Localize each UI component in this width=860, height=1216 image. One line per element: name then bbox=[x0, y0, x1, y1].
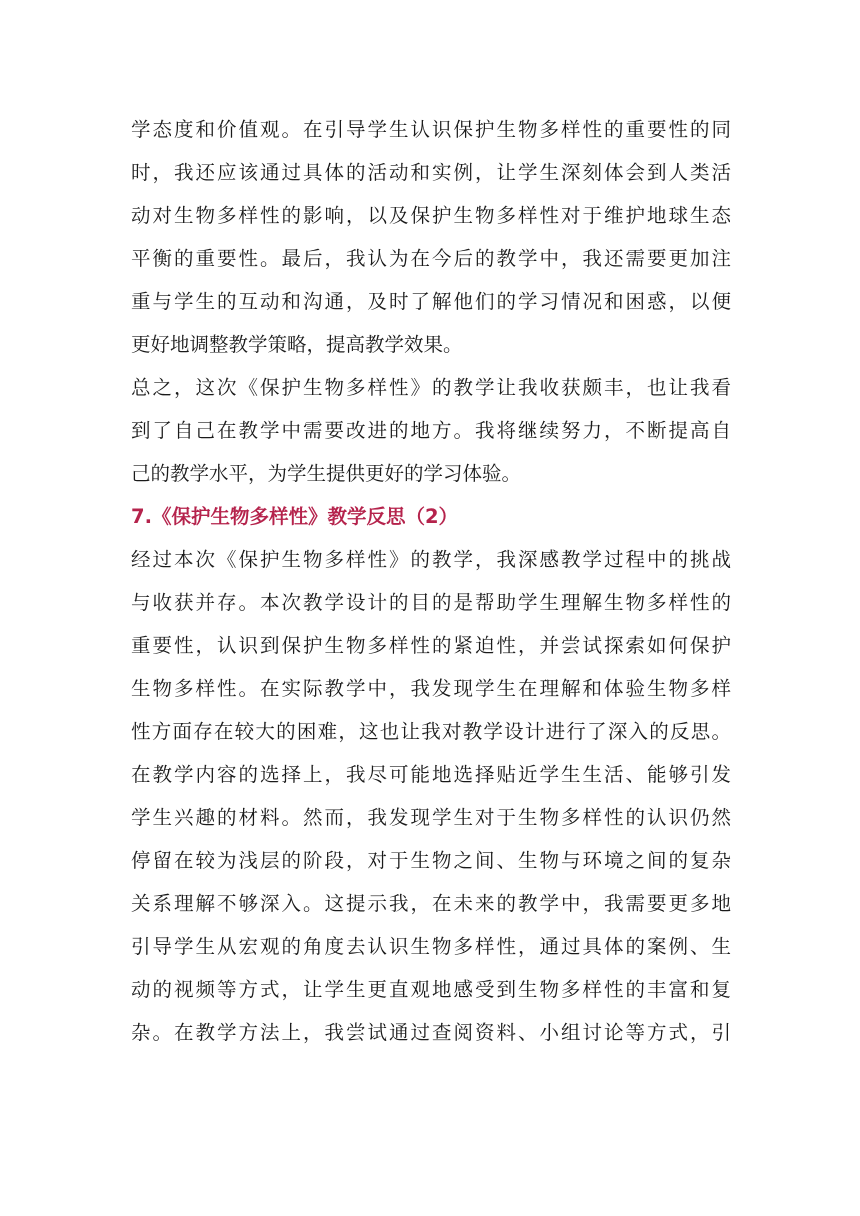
text-line: 学态度和价值观。在引导学生认识保护生物多样性的重要性的同 bbox=[131, 118, 731, 141]
text-line: 平衡的重要性。最后，我认为在今后的教学中，我还需要更加注 bbox=[131, 247, 731, 270]
text-line: 经过本次《保护生物多样性》的教学，我深感教学过程中的挑战 bbox=[131, 548, 731, 571]
text-line: 生物多样性。在实际教学中，我发现学生在理解和体验生物多样 bbox=[131, 677, 731, 700]
text-line: 到了自己在教学中需要改进的地方。我将继续努力，不断提高自 bbox=[131, 419, 731, 442]
paragraph-continuation bbox=[131, 108, 731, 366]
text-line: 性方面存在较大的困难，这也让我对教学设计进行了深入的反思。 bbox=[131, 720, 731, 743]
text-line: 重与学生的互动和沟通，及时了解他们的学习情况和困惑，以便 bbox=[131, 290, 731, 313]
text-line: 时，我还应该通过具体的活动和实例，让学生深刻体会到人类活 bbox=[131, 161, 731, 184]
text-line: 学生兴趣的材料。然而，我发现学生对于生物多样性的认识仍然 bbox=[131, 806, 731, 829]
text-line: 动对生物多样性的影响，以及保护生物多样性对于维护地球生态 bbox=[131, 204, 731, 227]
text-line: 动的视频等方式，让学生更直观地感受到生物多样性的丰富和复 bbox=[131, 978, 731, 1001]
text-line: 更好地调整教学策略，提高教学效果。 bbox=[131, 333, 463, 356]
paragraph-reflection bbox=[131, 538, 731, 1054]
text-line: 停留在较为浅层的阶段，对于生物之间、生物与环境之间的复杂 bbox=[131, 849, 731, 872]
text-line: 己的教学水平，为学生提供更好的学习体验。 bbox=[131, 462, 522, 485]
section-heading: 7.《保护生物多样性》教学反思（2） bbox=[131, 505, 459, 528]
text-line: 关系理解不够深入。这提示我，在未来的教学中，我需要更多地 bbox=[131, 892, 731, 915]
text-line: 总之，这次《保护生物多样性》的教学让我收获颇丰，也让我看 bbox=[131, 376, 731, 399]
paragraph-summary bbox=[131, 366, 731, 495]
text-line: 重要性，认识到保护生物多样性的紧迫性，并尝试探索如何保护 bbox=[131, 634, 731, 657]
text-line: 在教学内容的选择上，我尽可能地选择贴近学生生活、能够引发 bbox=[131, 763, 731, 786]
document-body bbox=[131, 108, 731, 1054]
text-line: 引导学生从宏观的角度去认识生物多样性，通过具体的案例、生 bbox=[131, 935, 731, 958]
text-line: 杂。在教学方法上，我尝试通过查阅资料、小组讨论等方式，引 bbox=[131, 1021, 731, 1044]
text-line: 与收获并存。本次教学设计的目的是帮助学生理解生物多样性的 bbox=[131, 591, 731, 614]
